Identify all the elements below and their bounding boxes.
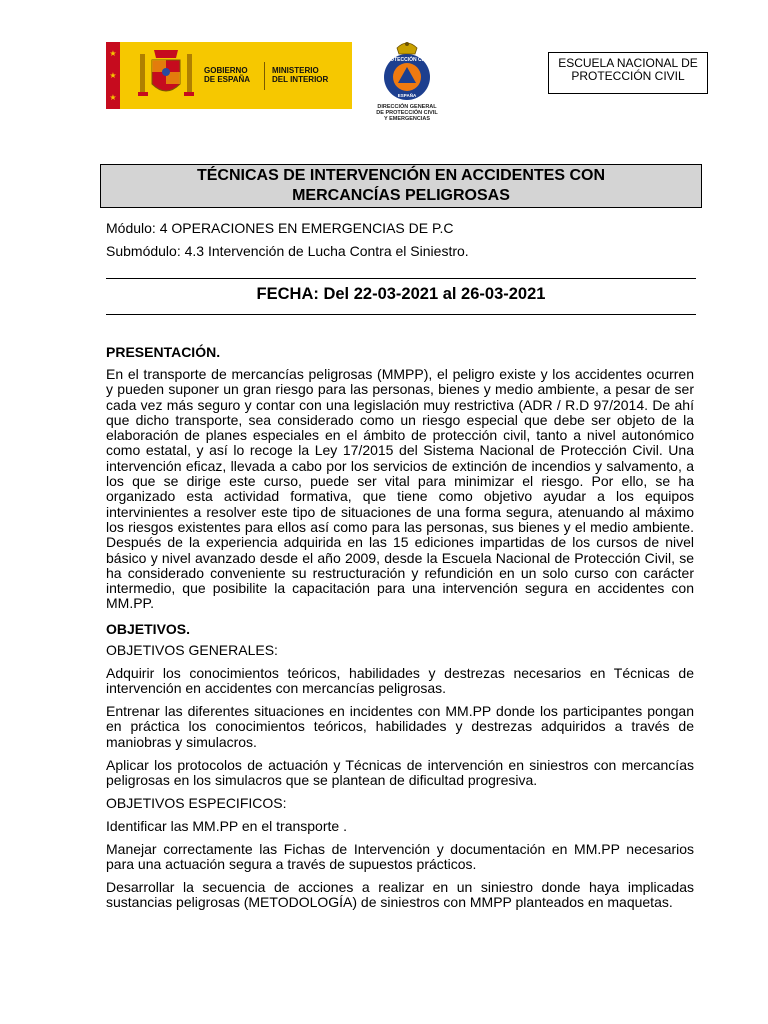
pc-caption: DIRECCIÓN GENERAL DE PROTECCIÓN CIVIL Y EMERGENCIAS: [376, 104, 438, 122]
pc-badge-bottom: ESPAÑA: [397, 93, 417, 98]
general-objectives-heading: OBJETIVOS GENERALES:: [106, 642, 278, 658]
school-line-2: PROTECCIÓN CIVIL: [571, 69, 685, 83]
divider-top: [106, 278, 696, 279]
course-title-line-2: MERCANCÍAS PELIGROSAS: [292, 187, 510, 204]
school-line-1: ESCUELA NACIONAL DE: [558, 56, 698, 70]
course-title-line-1: TÉCNICAS DE INTERVENCIÓN EN ACCIDENTES CON: [196, 167, 606, 184]
specific-objective-2: Manejar correctamente las Fichas de Intervención y documentación en MM.PP necesarios para una actuación segura a través de supuestos prácticos.: [106, 841, 694, 873]
course-dates: FECHA: Del 22-03-2021 al 26-03-2021: [256, 285, 546, 303]
course-title: [100, 164, 702, 208]
proteccion-civil-emblem-icon: [364, 38, 450, 102]
gobierno-logo: [106, 42, 352, 109]
general-objective-1: Adquirir los conocimientos teóricos, habilidades y destrezas necesarios en Técnicas de intervención en accidentes con mercancías peligrosas.: [106, 665, 694, 697]
star-icons: ★ ★ ★: [109, 48, 117, 103]
module-line: Módulo: 4 OPERACIONES EN EMERGENCIAS DE P.C: [106, 220, 454, 236]
ministerio-text: MINISTERIO DEL INTERIOR: [272, 66, 329, 84]
specific-objectives-heading: OBJETIVOS ESPECIFICOS:: [106, 795, 287, 811]
objectives-heading: OBJETIVOS.: [106, 621, 191, 637]
specific-objective-1: Identificar las MM.PP en el transporte .: [106, 818, 347, 834]
general-objective-3: Aplicar los protocolos de actuación y Técnicas de intervención en siniestros con mercancías peligrosas en los simulacros que se plantean de dificultad progresiva.: [106, 757, 694, 789]
general-objective-2: Entrenar las diferentes situaciones en incidentes con MM.PP donde los participantes pongan en práctica los conocimientos teóricos, habilidades y destrezas adquiridos a través de maniobras y simulacros.: [106, 703, 694, 750]
proteccion-civil-logo: [364, 38, 450, 130]
submodule-line: Submódulo: 4.3 Intervención de Lucha Contra el Siniestro.: [106, 243, 469, 259]
pc-badge-text: PROTECCIÓN CIVIL: [383, 57, 431, 63]
specific-objective-3: Desarrollar la secuencia de acciones a realizar en un siniestro donde haya implicadas sustancias peligrosas (METODOLOGÍA) de siniestros con MMPP planteados en maquetas.: [106, 879, 694, 911]
coat-of-arms-icon: [136, 44, 196, 106]
presentation-body: En el transporte de mercancías peligrosas (MMPP), el peligro existe y los accidentes ocurren y pueden suponer un gran riesgo para las personas, bienes y medio ambiente, a pesar de ser cada vez más seguro y contar con una legislación muy restrictiva (ADR / R.D 97/2014. De ahí que dicho transporte, sea considerado como un riesgo especial que debe ser objeto de la elaboración de planes especiales en el ámbito de protección civil, tanto a nivel autonómico como estatal, y así lo recoge la Ley 17/2015 del Sistema Nacional de Protección Civil. Una intervención eficaz, llevada a cabo por los servicios de extinción de incendios y salvamento, a los que se dirige este curso, puede ser vital para minimizar el riesgo. Por ello, se ha organizado esta actividad formativa, que tiene como objetivo ayudar a los equipos intervinientes a resolver este tipo de situaciones de una forma segura, atenuando al máximo los riesgos existentes para ellos así como para las personas, sus bienes y el medio ambiente. Después de la experiencia adquirida en las 15 ediciones impartidas de los cursos de nivel básico y nivel avanzado desde el año 2009, desde la Escuela Nacional de Protección Civil, se ha considerado conveniente su restructuración y refundición en un solo curso con carácter intermedio, que posibilite la capacitación para una intervención segura en accidentes con MM.PP.: [106, 366, 694, 612]
divider-bottom: [106, 314, 696, 315]
gobierno-text: GOBIERNO DE ESPAÑA: [204, 66, 251, 84]
school-box: [548, 52, 708, 94]
logo-divider: [264, 62, 265, 90]
presentation-heading: PRESENTACIÓN.: [106, 344, 221, 360]
